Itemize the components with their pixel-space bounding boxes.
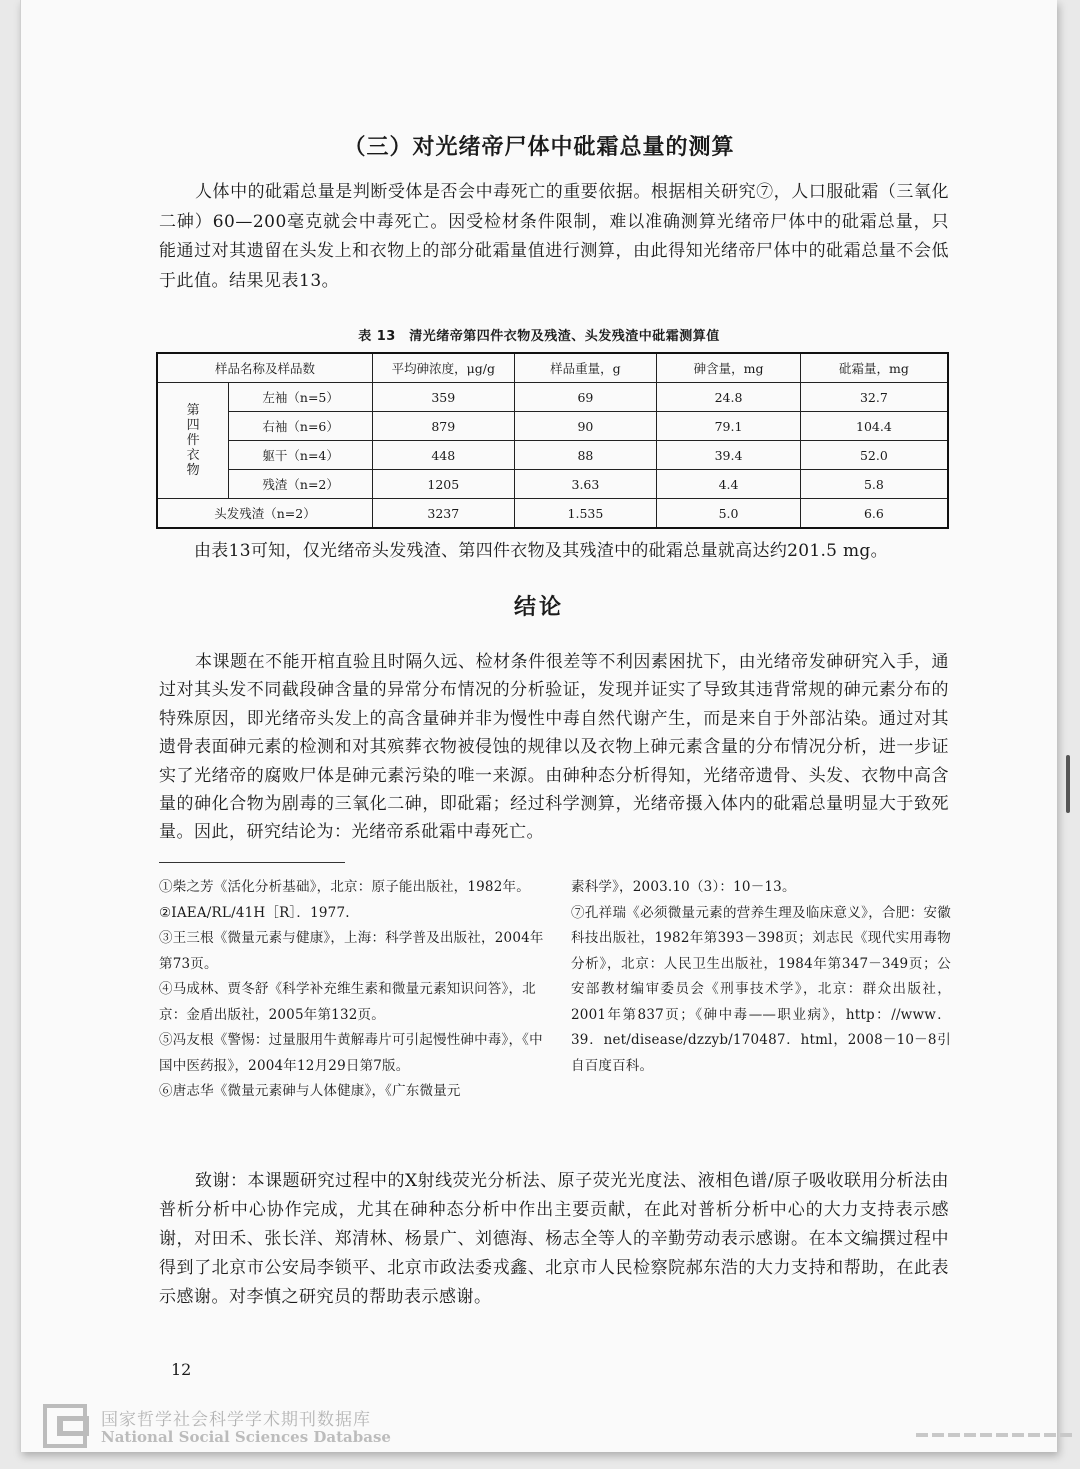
footnote: ①柴之芳《活化分析基础》，北京：原子能出版社，1982年。 bbox=[159, 879, 530, 895]
table-row bbox=[157, 499, 948, 529]
acknowledgement-paragraph: 致谢：本课题研究过程中的X射线荧光分析法、原子荧光光度法、液相色谱/原子吸收联用分析法由普析分析中心协作完成，尤其在砷种态分析中作出主要贡献，在此对普析分析中心的大力支持表示感谢，对田禾、张长洋、郑清林、杨景广、刘德海、杨志全等人的辛勤劳动表示感谢。在本文编撰过程中得到了北京市公安局李锁平、北京市政法委戎鑫、北京市人民检察院郝东浩的大力支持和帮助，在此表示感谢。对李慎之研究员的帮助表示感谢。 bbox=[159, 1171, 949, 1307]
table-header-cell: 砒霜量，mg bbox=[800, 353, 948, 383]
table-header-cell: 平均砷浓度，μg/g bbox=[372, 353, 514, 383]
table-cell: 24.8 bbox=[657, 383, 801, 412]
table-header-cell: 样品重量，g bbox=[514, 353, 657, 383]
page-indicator-dashes bbox=[916, 1432, 1076, 1438]
table-cell: 左袖（n=5） bbox=[229, 383, 373, 412]
table-cell: 5.8 bbox=[800, 470, 948, 499]
table-cell: 39.4 bbox=[657, 441, 801, 470]
table-cell: 79.1 bbox=[657, 412, 801, 441]
table-cell: 右袖（n=6） bbox=[229, 412, 373, 441]
table-row bbox=[157, 383, 948, 412]
table-header-cell: 样品名称及样品数 bbox=[157, 353, 372, 383]
watermark-english: National Social Sciences Database bbox=[101, 1428, 391, 1446]
group-label: 第四件衣物 bbox=[186, 403, 200, 478]
table-cell: 躯干（n=4） bbox=[229, 441, 373, 470]
table-cell: 88 bbox=[514, 441, 657, 470]
watermark-chinese: 国家哲学社会科学学术期刊数据库 bbox=[101, 1410, 371, 1430]
database-watermark bbox=[43, 1402, 423, 1452]
table-cell: 69 bbox=[514, 383, 657, 412]
table-cell: 3237 bbox=[372, 499, 514, 529]
scrollbar-thumb[interactable] bbox=[1066, 755, 1070, 813]
database-logo-icon bbox=[43, 1404, 93, 1448]
table-caption: 表 13 清光绪帝第四件衣物及残渣、头发残渣中砒霜测算值 bbox=[358, 329, 720, 344]
table-cell: 90 bbox=[514, 412, 657, 441]
footnote: ④马成林、贾冬舒《科学补充维生素和微量元素知识问答》，北京：金盾出版社，2005年第132页。 bbox=[159, 981, 536, 1023]
table-cell: 残渣（n=2） bbox=[229, 470, 373, 499]
conclusion-heading: 结论 bbox=[513, 595, 564, 620]
footnote-divider bbox=[159, 862, 345, 863]
footnote: ⑤冯友根《警惕：过量服用牛黄解毒片可引起慢性砷中毒》，《中国中医药报》，2004年12月29日第7版。 bbox=[159, 1032, 543, 1074]
footnotes-right-column bbox=[571, 875, 951, 1079]
footnotes-left-column bbox=[159, 875, 549, 1105]
table-group-cell bbox=[157, 383, 229, 499]
table-row bbox=[157, 441, 948, 470]
table-row bbox=[157, 412, 948, 441]
table-cell: 448 bbox=[372, 441, 514, 470]
table-cell: 52.0 bbox=[800, 441, 948, 470]
table-cell: 104.4 bbox=[800, 412, 948, 441]
footnote: ⑦孔祥瑞《必须微量元素的营养生理及临床意义》，合肥：安徽科技出版社，1982年第393－398页；刘志民《现代实用毒物分析》，北京：人民卫生出版社，1984年第347－349页；公安部教材编审委员会《刑事技术学》，北京：群众出版社，2001年第837页；《砷中毒——职业病》，http：//www．39．net/disease/dzzyb/170487．html，2008－10－8引自百度百科。 bbox=[571, 904, 951, 1074]
table-header-cell: 砷含量，mg bbox=[657, 353, 801, 383]
footnote: ⑥唐志华《微量元素砷与人体健康》，《广东微量元 bbox=[159, 1083, 461, 1099]
footnote: ②IAEA/RL/41H［R］．1977. bbox=[159, 904, 350, 921]
table-cell: 3.63 bbox=[514, 470, 657, 499]
table-cell: 32.7 bbox=[800, 383, 948, 412]
table-cell: 359 bbox=[372, 383, 514, 412]
arsenic-table bbox=[156, 352, 949, 529]
conclusion-paragraph: 本课题在不能开棺直验且时隔久远、检材条件很差等不利因素困扰下，由光绪帝发砷研究入手，通过对其头发不同截段砷含量的异常分布情况的分析验证，发现并证实了导致其违背常规的砷元素分布的特殊原因，即光绪帝头发上的高含量砷并非为慢性中毒自然代谢产生，而是来自于外部沾染。通过对其遗骨表面砷元素的检测和对其殡葬衣物被侵蚀的规律以及衣物上砷元素含量的分布情况分析，进一步证实了光绪帝的腐败尸体是砷元素污染的唯一来源。由砷种态分析得知，光绪帝遗骨、头发、衣物中高含量的砷化合物为剧毒的三氧化二砷，即砒霜；经过科学测算，光绪帝摄入体内的砒霜总量明显大于致死量。因此，研究结论为：光绪帝系砒霜中毒死亡。 bbox=[159, 652, 949, 843]
page-number: 12 bbox=[171, 1360, 192, 1379]
table-cell: 5.0 bbox=[657, 499, 801, 529]
table-summary: 由表13可知，仅光绪帝头发残渣、第四件衣物及其残渣中的砒霜总量就高达约201.5 mg。 bbox=[194, 541, 888, 561]
footnote: 素科学》，2003.10（3）：10－13。 bbox=[571, 879, 796, 895]
section-heading: （三）对光绪帝尸体中砒霜总量的测算 bbox=[343, 135, 735, 160]
table-cell: 4.4 bbox=[657, 470, 801, 499]
table-cell: 879 bbox=[372, 412, 514, 441]
table-cell: 1.535 bbox=[514, 499, 657, 529]
table-cell: 头发残渣（n=2） bbox=[157, 499, 372, 529]
paragraph-arsenic-total: 人体中的砒霜总量是判断受体是否会中毒死亡的重要依据。根据相关研究⑦，人口服砒霜（三氧化二砷）60—200毫克就会中毒死亡。因受检材条件限制，难以准确测算光绪帝尸体中的砒霜总量，只能通过对其遗留在头发上和衣物上的部分砒霜量值进行测算，由此得知光绪帝尸体中的砒霜总量不会低于此值。结果见表13。 bbox=[159, 182, 949, 291]
table-header-row bbox=[157, 353, 948, 383]
table-row bbox=[157, 470, 948, 499]
table-cell: 1205 bbox=[372, 470, 514, 499]
table-cell: 6.6 bbox=[800, 499, 948, 529]
document-page bbox=[20, 0, 1057, 1452]
footnote: ③王三根《微量元素与健康》，上海：科学普及出版社，2004年第73页。 bbox=[159, 930, 544, 972]
